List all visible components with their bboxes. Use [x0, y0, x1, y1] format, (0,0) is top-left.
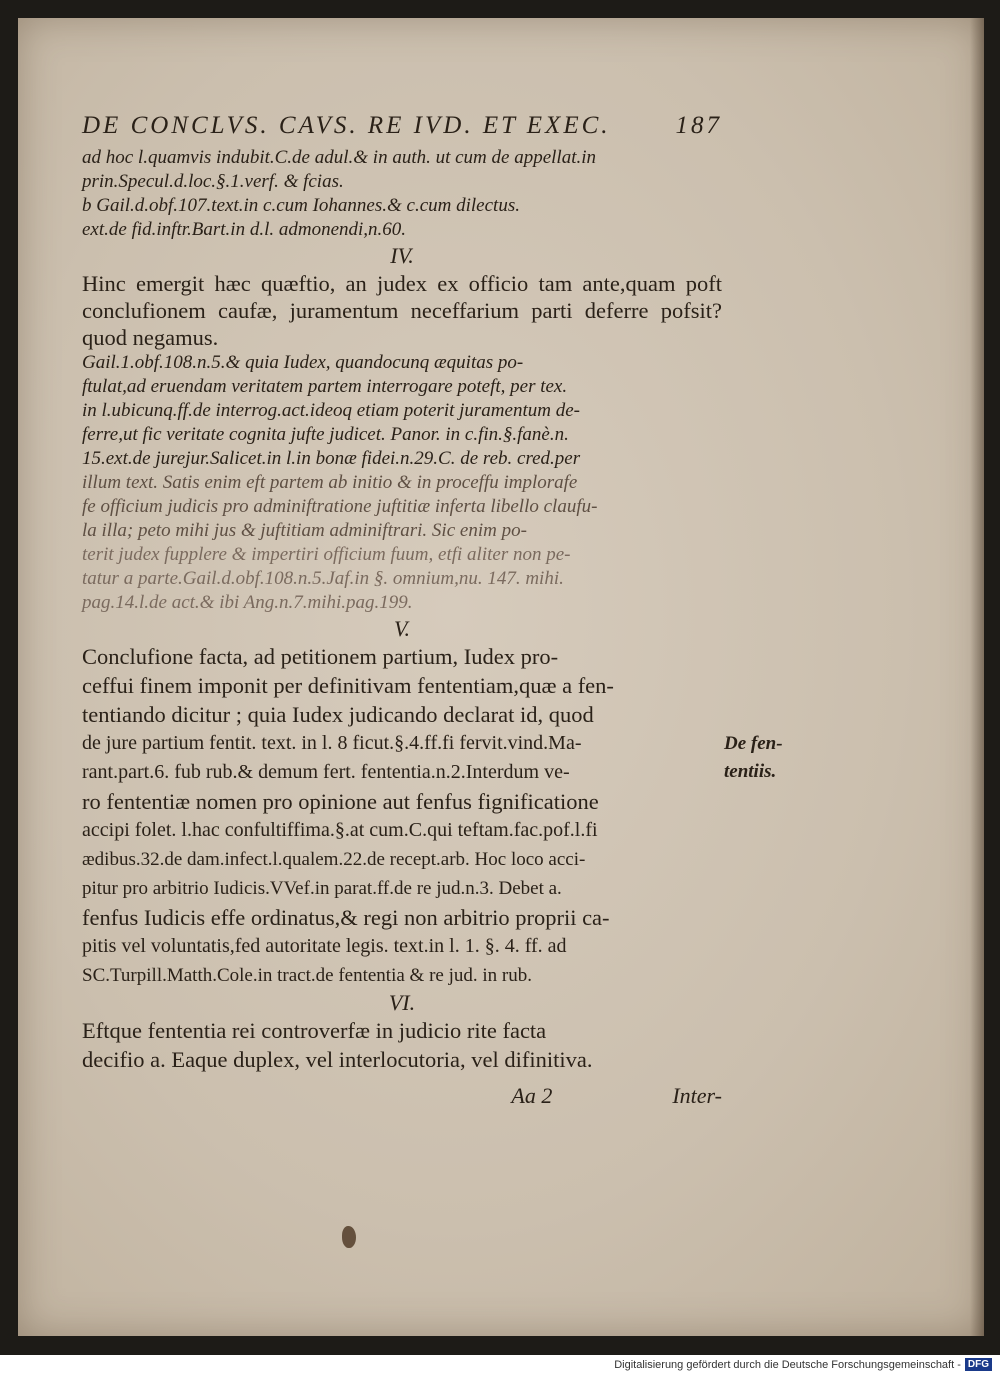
dfg-logo: DFG	[965, 1358, 992, 1371]
ink-blot	[342, 1226, 356, 1248]
note-line: la illa; peto mihi jus & juftitiam adminiftrari. Sic enim po-	[82, 520, 527, 541]
body-line: SC.Turpill.Matth.Cole.in tract.de fententia & re jud. in rub.	[82, 965, 532, 986]
section-numeral-iv: IV.	[390, 243, 414, 268]
section-numeral-v: V.	[393, 616, 411, 641]
footer-credit-bar	[0, 1355, 1000, 1374]
body-line: fenfus Iudicis effe ordinatus,& regi non arbitrio proprii ca-	[82, 905, 610, 930]
note-line: ferre,ut fic veritate cognita jufte judicet. Panor. in c.fin.§.fanè.n.	[82, 424, 569, 445]
note-line: 15.ext.de jurejur.Salicet.in l.in bonæ fidei.n.29.C. de reb. cred.per	[82, 448, 581, 469]
note-line: illum text. Satis enim eft partem ab initio & in proceffu implorafe	[82, 472, 578, 493]
note-line: ext.de fid.inftr.Bart.in d.l. admonendi,n.60.	[82, 219, 407, 240]
footer-credit: Digitalisierung gefördert durch die Deutsche Forschungsgemeinschaft -	[614, 1358, 961, 1371]
note-line: prin.Specul.d.loc.§.1.verf. & fcias.	[82, 171, 344, 192]
body-line: ro fententiæ nomen pro opinione aut fenfus fignificatione	[82, 789, 599, 814]
body-line: Conclufione facta, ad petitionem partium, Iudex pro-	[82, 644, 559, 669]
page-number: 187	[675, 112, 722, 139]
running-header	[82, 112, 722, 140]
running-title: DE CONCLVS. CAVS. RE IVD. ET EXEC.	[82, 112, 611, 139]
note-line: b Gail.d.obf.107.text.in c.cum Iohannes.& c.cum dilectus.	[82, 195, 520, 216]
body-line: de jure partium fentit. text. in l. 8 ficut.§.4.ff.fi fervit.vind.Ma-	[82, 732, 582, 754]
body-line: pitur pro arbitrio Iudicis.VVef.in parat.ff.de re jud.n.3. Debet a.	[82, 878, 562, 899]
catchwords	[82, 1083, 722, 1109]
note-line: tatur a parte.Gail.d.obf.108.n.5.Jaf.in §. omnium,nu. 147. mihi.	[82, 568, 564, 589]
note-line: fe officium judicis pro adminiftratione juftitiæ inferta libello claufu-	[82, 496, 598, 517]
body-line: tentiando dicitur ; quia Iudex judicando declarat id, quod	[82, 702, 594, 727]
page-edge-shadow	[970, 18, 984, 1336]
note-line: ad hoc l.quamvis indubit.C.de adul.& in auth. ut cum de appellat.in	[82, 147, 597, 168]
section-iv-paragraph: Hinc emergit hæc quæftio, an judex ex officio tam ante,quam poft conclufionem caufæ, juramentum neceffarium parti deferre pofsit? quod negamus.	[82, 271, 722, 350]
body-line: ædibus.32.de dam.infect.l.qualem.22.de recept.arb. Hoc loco acci-	[82, 849, 586, 870]
catchword: Inter-	[672, 1083, 722, 1108]
note-line: in l.ubicunq.ff.de interrog.act.ideoq etiam poterit juramentum de-	[82, 400, 580, 421]
page-text	[82, 112, 722, 1109]
body-line: decifio a. Eaque duplex, vel interlocutoria, vel difinitiva.	[82, 1047, 593, 1072]
body-line: Eftque fententia rei controverfæ in judicio rite facta	[82, 1018, 547, 1043]
body-line: rant.part.6. fub rub.& demum fert. fententia.n.2.Interdum ve-	[82, 761, 570, 783]
note-line: ftulat,ad eruendam veritatem partem interrogare poteft, per tex.	[82, 376, 568, 397]
note-line: Gail.1.obf.108.n.5.& quia Iudex, quandocunq æquitas po-	[82, 352, 524, 373]
body-line: accipi folet. l.hac confultiffima.§.at cum.C.qui teftam.fac.pof.l.fi	[82, 819, 598, 841]
note-line: pag.14.l.de act.& ibi Ang.n.7.mihi.pag.199.	[82, 592, 413, 613]
note-line: terit judex fupplere & impertiri officium fuum, etfi aliter non pe-	[82, 544, 571, 565]
margin-note: De fen-tentiis.	[724, 733, 783, 782]
body-line: pitis vel voluntatis,fed autoritate legis. text.in l. 1. §. 4. ff. ad	[82, 935, 567, 957]
section-numeral-vi: VI.	[388, 990, 416, 1015]
body-line: ceffui finem imponit per definitivam fententiam,quæ a fen-	[82, 673, 614, 698]
signature-mark: Aa 2	[511, 1083, 553, 1108]
